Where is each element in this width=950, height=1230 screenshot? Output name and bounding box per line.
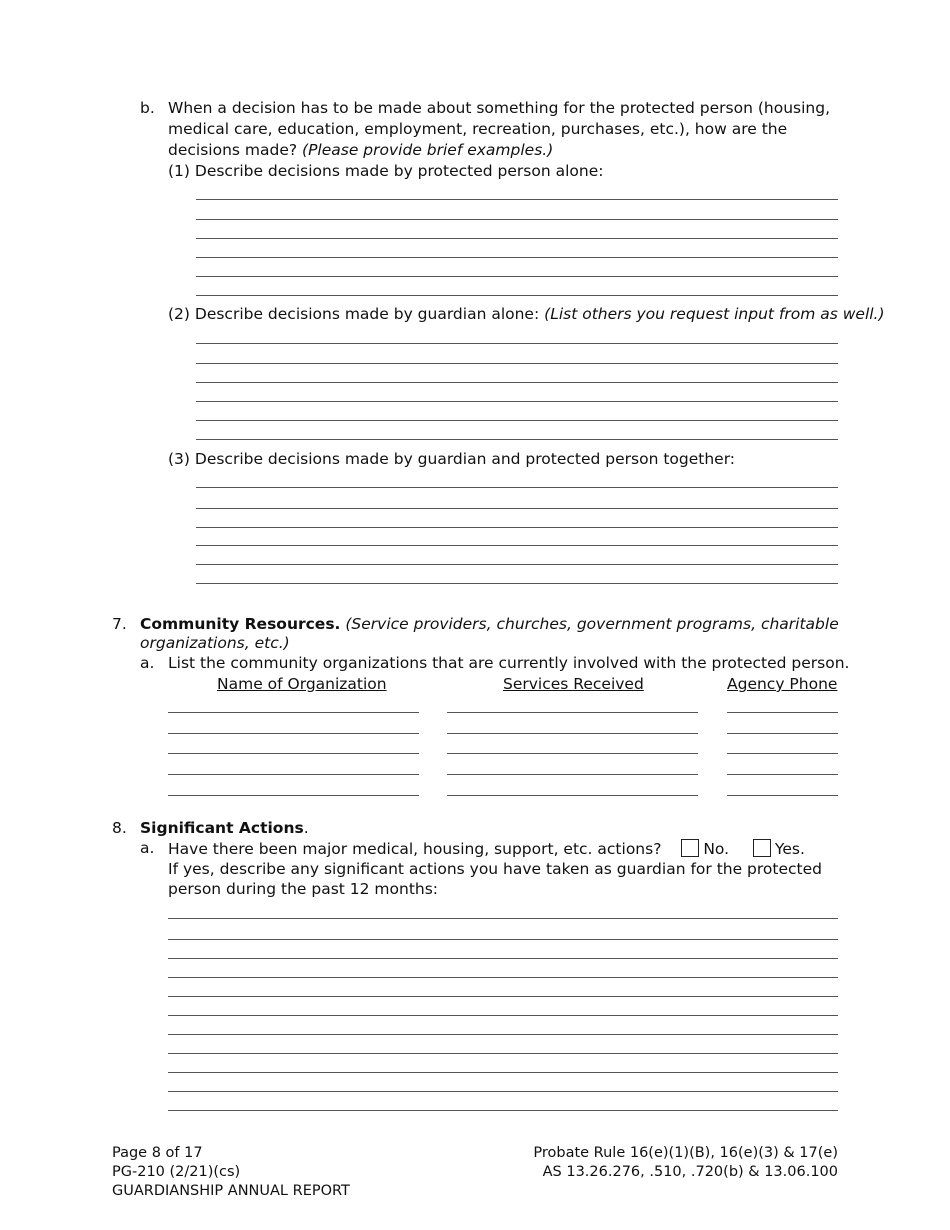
q6b-sub3-label: (3) Describe decisions made by guardian and protected person together: bbox=[168, 450, 736, 468]
answer-line[interactable] bbox=[196, 583, 838, 584]
col-header-phone: Agency Phone bbox=[727, 675, 838, 693]
organization-field[interactable] bbox=[168, 774, 419, 775]
q7a-text: List the community organizations that are currently involved with the protected person. bbox=[168, 654, 850, 672]
q7-number: 7. bbox=[112, 615, 127, 633]
answer-line[interactable] bbox=[196, 382, 838, 383]
answer-line[interactable] bbox=[196, 420, 838, 421]
footer-form-id: PG-210 (2/21)(cs) bbox=[112, 1164, 241, 1180]
answer-line[interactable] bbox=[196, 276, 838, 277]
q7-note-line1: (Service providers, churches, government programs, charitable bbox=[345, 615, 839, 633]
q6b-label: b. bbox=[140, 99, 155, 117]
organization-field[interactable] bbox=[168, 733, 419, 734]
answer-line[interactable] bbox=[196, 238, 838, 239]
footer-probate-rule: Probate Rule 16(e)(1)(B), 16(e)(3) & 17(e) bbox=[533, 1145, 838, 1161]
q6b-sub2-label bbox=[168, 305, 885, 323]
answer-line[interactable] bbox=[196, 564, 838, 565]
q8-number: 8. bbox=[112, 819, 127, 837]
q8-heading bbox=[140, 819, 309, 837]
answer-line[interactable] bbox=[196, 295, 838, 296]
answer-line[interactable] bbox=[196, 487, 838, 488]
q6b-sub2-note: (List others you request input from as well.) bbox=[544, 305, 885, 323]
answer-line[interactable] bbox=[168, 1072, 838, 1073]
answer-line[interactable] bbox=[196, 439, 838, 440]
answer-line[interactable] bbox=[196, 257, 838, 258]
services-field[interactable] bbox=[447, 733, 698, 734]
q7-heading bbox=[140, 615, 839, 633]
phone-field[interactable] bbox=[727, 733, 838, 734]
q8a-text-line3: person during the past 12 months: bbox=[168, 880, 439, 898]
phone-field[interactable] bbox=[727, 795, 838, 796]
phone-field[interactable] bbox=[727, 774, 838, 775]
answer-line[interactable] bbox=[168, 977, 838, 978]
answer-line[interactable] bbox=[168, 1053, 838, 1054]
answer-line[interactable] bbox=[196, 343, 838, 344]
q6b-text-line3 bbox=[168, 141, 553, 159]
answer-line[interactable] bbox=[168, 996, 838, 997]
answer-line[interactable] bbox=[196, 545, 838, 546]
answer-line[interactable] bbox=[196, 401, 838, 402]
answer-line[interactable] bbox=[168, 1110, 838, 1111]
answer-line[interactable] bbox=[168, 918, 838, 919]
organization-field[interactable] bbox=[168, 712, 419, 713]
q6b-text-line2: medical care, education, employment, recreation, purchases, etc.), how are the bbox=[168, 120, 788, 138]
col-header-organization: Name of Organization bbox=[217, 675, 387, 693]
answer-line[interactable] bbox=[168, 958, 838, 959]
services-field[interactable] bbox=[447, 712, 698, 713]
services-field[interactable] bbox=[447, 795, 698, 796]
footer-statute: AS 13.26.276, .510, .720(b) & 13.06.100 bbox=[542, 1164, 838, 1180]
answer-line[interactable] bbox=[196, 527, 838, 528]
yes-checkbox[interactable] bbox=[753, 839, 771, 857]
q7-title: Community Resources. bbox=[140, 615, 341, 633]
q8a-question: Have there been major medical, housing, support, etc. actions? bbox=[168, 840, 662, 858]
q8-title: Significant Actions bbox=[140, 819, 304, 837]
answer-line[interactable] bbox=[168, 1015, 838, 1016]
q7a-label: a. bbox=[140, 654, 155, 672]
services-field[interactable] bbox=[447, 774, 698, 775]
q6b-text-line3-main: decisions made? bbox=[168, 141, 298, 159]
services-field[interactable] bbox=[447, 753, 698, 754]
answer-line[interactable] bbox=[168, 939, 838, 940]
footer-form-title: GUARDIANSHIP ANNUAL REPORT bbox=[112, 1183, 350, 1199]
answer-line[interactable] bbox=[168, 1091, 838, 1092]
answer-line[interactable] bbox=[196, 363, 838, 364]
no-checkbox[interactable] bbox=[681, 839, 699, 857]
q6b-text-line1: When a decision has to be made about something for the protected person (housing, bbox=[168, 99, 831, 117]
answer-line[interactable] bbox=[196, 199, 838, 200]
q8a-label: a. bbox=[140, 839, 155, 857]
footer-page-number: Page 8 of 17 bbox=[112, 1145, 203, 1161]
q8a-text-line2: If yes, describe any significant actions you have taken as guardian for the protected bbox=[168, 860, 822, 878]
organization-field[interactable] bbox=[168, 795, 419, 796]
answer-line[interactable] bbox=[168, 1034, 838, 1035]
q7-note-line2: organizations, etc.) bbox=[140, 634, 290, 652]
q8a-question-row bbox=[168, 839, 805, 858]
answer-line[interactable] bbox=[196, 219, 838, 220]
q6b-note: (Please provide brief examples.) bbox=[302, 141, 554, 159]
phone-field[interactable] bbox=[727, 712, 838, 713]
no-label: No. bbox=[703, 840, 730, 858]
answer-line[interactable] bbox=[196, 508, 838, 509]
q6b-sub2-text: (2) Describe decisions made by guardian alone: bbox=[168, 305, 540, 323]
q8-title-end: . bbox=[303, 819, 309, 837]
phone-field[interactable] bbox=[727, 753, 838, 754]
q6b-sub1-label: (1) Describe decisions made by protected person alone: bbox=[168, 162, 604, 180]
col-header-services: Services Received bbox=[503, 675, 644, 693]
yes-label: Yes. bbox=[774, 840, 805, 858]
organization-field[interactable] bbox=[168, 753, 419, 754]
